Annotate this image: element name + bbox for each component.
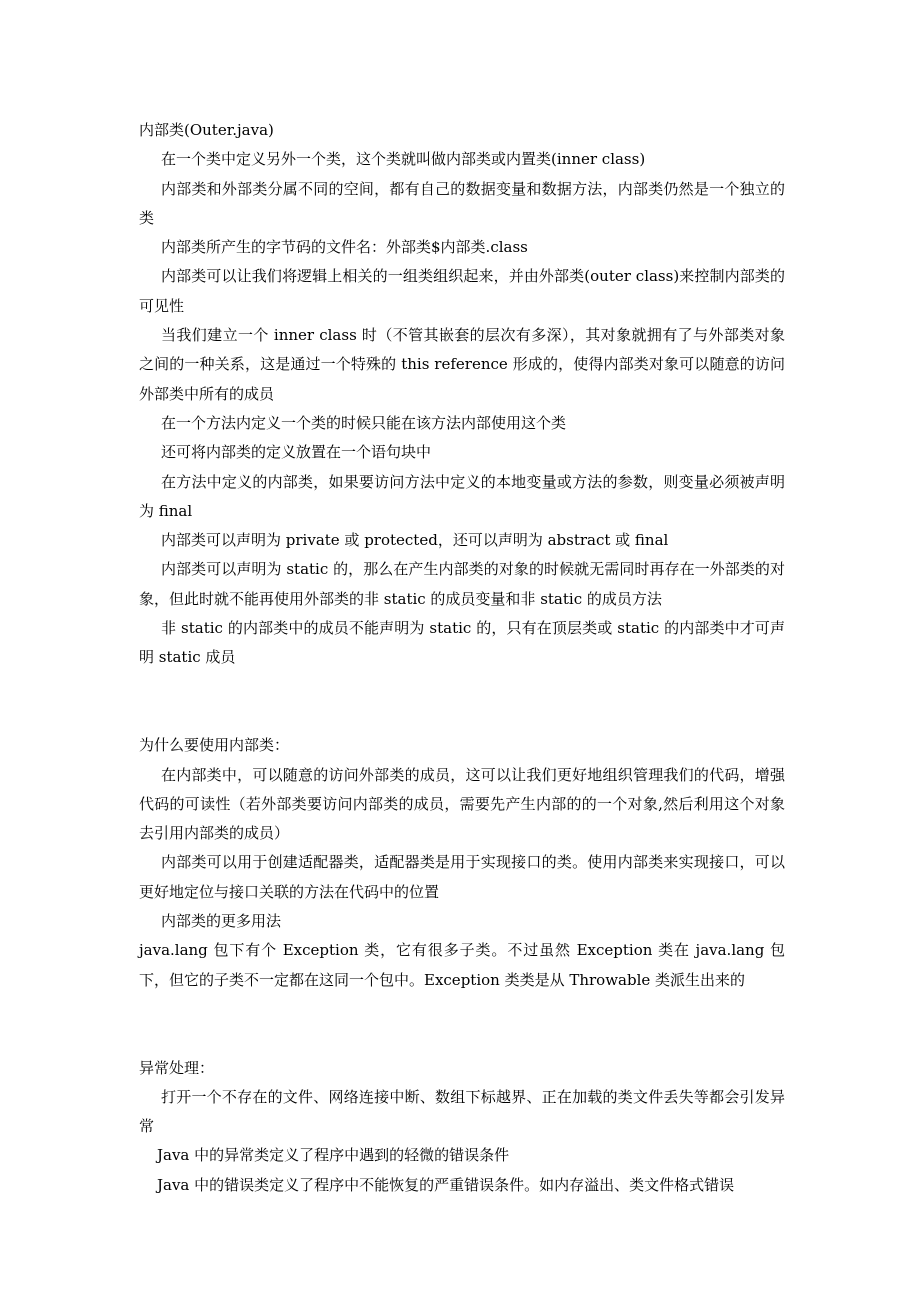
paragraph: Java 中的异常类定义了程序中遇到的轻微的错误条件 — [157, 1146, 510, 1165]
section-spacer — [139, 673, 785, 732]
paragraph: 内部类可以声明为 static 的，那么在产生内部类的对象的时候就无需同时再存在一外部类的对象，但此时就不能再使用外部类的非 static 的成员变量和非 static 的成员方法 — [139, 560, 785, 608]
document-page — [139, 116, 785, 1200]
paragraph: 打开一个不存在的文件、网络连接中断、数组下标越界、正在加载的类文件丢失等都会引发异常 — [139, 1087, 785, 1136]
paragraph: 在一个类中定义另外一个类，这个类就叫做内部类或内置类(inner class) — [161, 150, 646, 169]
paragraph: Java 中的错误类定义了程序中不能恢复的严重错误条件。如内存溢出、类文件格式错误 — [157, 1175, 735, 1194]
paragraph: 内部类可以声明为 private 或 protected，还可以声明为 abstract 或 final — [161, 531, 669, 550]
section-inner-class — [139, 116, 785, 673]
paragraph: 内部类可以让我们将逻辑上相关的一组类组织起来，并由外部类(outer class)来控制内部类的可见性 — [139, 267, 785, 315]
paragraph: 内部类和外部类分属不同的空间，都有自己的数据变量和数据方法，内部类仍然是一个独立的类 — [139, 179, 785, 227]
paragraph: 非 static 的内部类中的成员不能声明为 static 的，只有在顶层类或 static 的内部类中才可声明 static 成员 — [139, 619, 785, 667]
section-title: 内部类(Outer.java) — [139, 121, 274, 139]
paragraph: 内部类的更多用法 — [161, 912, 282, 931]
paragraph: 内部类可以用于创建适配器类，适配器类是用于实现接口的类。使用内部类来实现接口，可以更好地定位与接口关联的方法在代码中的位置 — [139, 853, 785, 901]
section-title: 异常处理： — [139, 1058, 215, 1077]
section-why-inner-class — [139, 731, 785, 995]
section-exception-handling — [139, 1054, 785, 1200]
paragraph: 当我们建立一个 inner class 时（不管其嵌套的层次有多深），其对象就拥有了与外部类对象之间的一种关系，这是通过一个特殊的 this reference 形成的，使得内部类对象可以随意的访问外部类中所有的成员 — [139, 326, 785, 403]
paragraph: 在内部类中，可以随意的访问外部类的成员，这可以让我们更好地组织管理我们的代码，增强代码的可读性（若外部类要访问内部类的成员，需要先产生内部的的一个对象,然后利用这个对象去引用内部类的成员） — [139, 765, 785, 843]
paragraph-note: java.lang 包下有个 Exception 类，它有很多子类。不过虽然 Exception 类在 java.lang 包下，但它的子类不一定都在这同一个包中。Exception 类类是从 Throwable 类派生出来的 — [139, 941, 785, 989]
paragraph: 在方法中定义的内部类，如果要访问方法中定义的本地变量或方法的参数，则变量必须被声明为 final — [139, 472, 785, 520]
section-title: 为什么要使用内部类： — [139, 736, 290, 755]
section-spacer — [139, 995, 785, 1054]
paragraph: 内部类所产生的字节码的文件名：外部类$内部类.class — [161, 238, 528, 257]
paragraph: 还可将内部类的定义放置在一个语句块中 — [161, 443, 432, 462]
paragraph: 在一个方法内定义一个类的时候只能在该方法内部使用这个类 — [161, 413, 567, 432]
